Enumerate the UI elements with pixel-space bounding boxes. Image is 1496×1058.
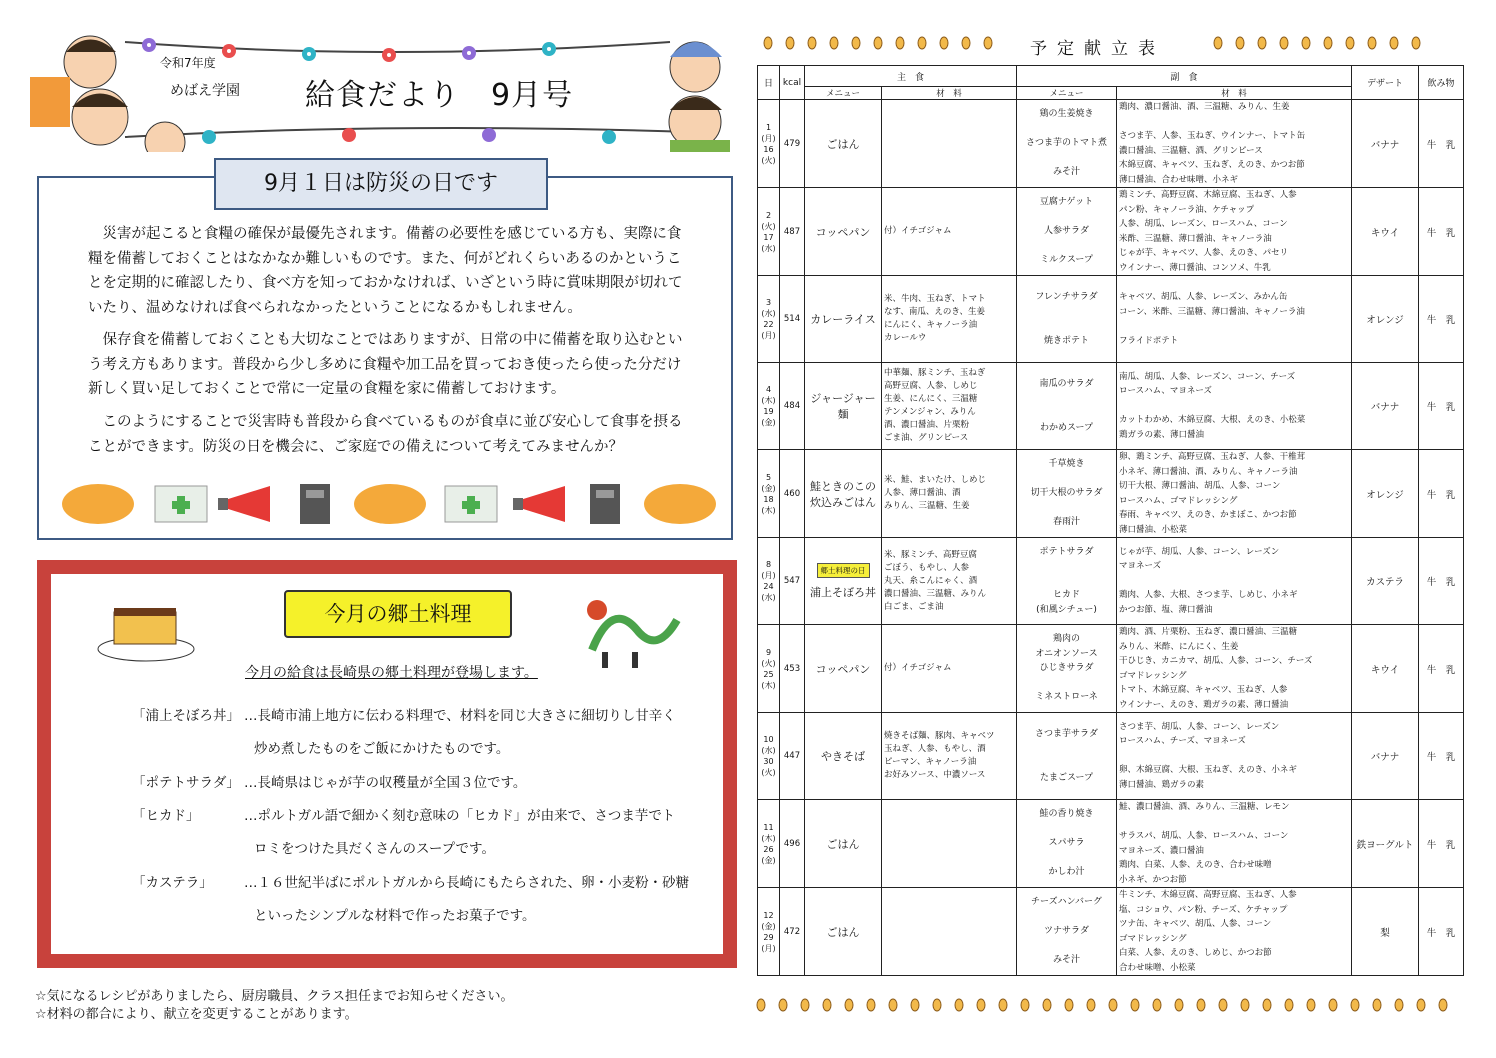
flower-icon bbox=[220, 42, 238, 60]
flower-icon bbox=[340, 126, 358, 144]
menu-main-dish-text: ごはん bbox=[826, 137, 860, 151]
menu-drink bbox=[1419, 188, 1464, 276]
peanut-decor-icon bbox=[1390, 37, 1398, 49]
peanut-decor-icon bbox=[1087, 999, 1095, 1011]
menu-side-material bbox=[1117, 450, 1352, 538]
menu-day bbox=[758, 713, 780, 800]
menu-main-material bbox=[882, 888, 1017, 976]
menu-kcal-text: 514 bbox=[783, 314, 801, 324]
menu-kcal bbox=[780, 188, 805, 276]
dragon-dance-icon bbox=[582, 590, 682, 674]
menu-side-material-text: 鶏ミンチ、高野豆腐、木綿豆腐、玉ねぎ、人参 パン粉、キャノーラ油、ケチャップ 人参、胡瓜、レーズン、ロースハム、コーン 米酢、三温糖、薄口醤油、キャノーラ油 じゃが芋、キャベツ、人参、えのき、パセリ ウインナー、薄口醤油、コンソメ、牛乳 bbox=[1119, 190, 1297, 273]
menu-day bbox=[758, 363, 780, 450]
peanut-decor-icon bbox=[999, 999, 1007, 1011]
menu-side-dish-text: ポテトサラダ ヒカド (和風シチュー) bbox=[1036, 546, 1097, 615]
menu-drink bbox=[1419, 100, 1464, 188]
flower-icon bbox=[600, 128, 618, 146]
menu-dessert bbox=[1352, 276, 1419, 363]
menu-table bbox=[757, 65, 1464, 976]
peanut-decor-icon bbox=[786, 37, 794, 49]
peanut-decor-icon bbox=[801, 999, 809, 1011]
menu-main-dish-text: カレーライス bbox=[810, 313, 876, 326]
cuisine-desc: …１６世紀半ばにポルトガルから長崎にもたらされた、卵・小麦粉・砂糖 bbox=[244, 875, 690, 891]
peanut-decor-icon bbox=[1043, 999, 1051, 1011]
decor-border-top-left bbox=[762, 34, 1012, 52]
peanut-decor-icon bbox=[830, 37, 838, 49]
peanut-decor-icon bbox=[1263, 999, 1271, 1011]
peanut-decor-icon bbox=[1324, 37, 1332, 49]
menu-kcal bbox=[780, 100, 805, 188]
menu-main-material-text: 焼きそば麺、豚肉、キャベツ 玉ねぎ、人参、もやし、酒 ピーマン、キャノーラ油 お好みソース、中濃ソース bbox=[884, 731, 995, 780]
menu-kcal-text: 479 bbox=[783, 138, 801, 149]
menu-day-text: 2 (火) 17 (水) bbox=[761, 210, 776, 253]
bread-icon bbox=[62, 484, 134, 524]
menu-side-material-text: 鮭、濃口醤油、酒、みりん、三温糖、レモン サラスパ、胡瓜、人参、ロースハム、コーン マヨネーズ、濃口醤油 鶏肉、白菜、人参、えのき、合わせ味噌 小ネギ、かつお節 bbox=[1119, 802, 1290, 885]
menu-side-dish-text: 鶏の生姜焼き さつま芋のトマト煮 みそ汁 bbox=[1026, 109, 1108, 178]
menu-main-material-text: 付）イチゴジャム bbox=[884, 226, 952, 236]
menu-side-dish bbox=[1017, 713, 1117, 800]
peanut-decor-icon bbox=[1153, 999, 1161, 1011]
menu-drink bbox=[1419, 363, 1464, 450]
menu-dessert-text: 梨 bbox=[1380, 927, 1390, 939]
menu-main-dish bbox=[805, 800, 882, 888]
menu-side-material-text: さつま芋、胡瓜、人参、コーン、レーズン ロースハム、チーズ、マヨネーズ 卵、木綿豆腐、大根、玉ねぎ、えのき、小ネギ 薄口醤油、鶏ガラの素 bbox=[1119, 721, 1297, 790]
menu-drink-text: 牛 乳 bbox=[1426, 927, 1456, 939]
bread-icon bbox=[354, 484, 426, 524]
menu-side-material bbox=[1117, 538, 1352, 625]
menu-row bbox=[758, 888, 1464, 976]
menu-drink-text: 牛 乳 bbox=[1426, 839, 1456, 851]
menu-dessert bbox=[1352, 888, 1419, 976]
first-aid-kit-icon bbox=[445, 486, 497, 522]
menu-day bbox=[758, 800, 780, 888]
menu-side-material-text: じゃが芋、胡瓜、人参、コーン、レーズン マヨネーズ 鶏肉、人参、大根、さつま芋、しめじ、小ネギ かつお節、塩、薄口醤油 bbox=[1119, 546, 1298, 615]
page-title: 給食だより 9月号 bbox=[305, 78, 574, 113]
menu-drink bbox=[1419, 800, 1464, 888]
menu-drink-text: 牛 乳 bbox=[1426, 752, 1456, 763]
menu-row bbox=[758, 363, 1464, 450]
menu-dessert bbox=[1352, 625, 1419, 713]
peanut-decor-icon bbox=[1412, 37, 1420, 49]
menu-side-material-text: 鶏肉、酒、片栗粉、玉ねぎ、濃口醤油、三温糖 みりん、米酢、にんにく、生姜 干ひじき、カニカマ、胡瓜、人参、コーン、チーズ ゴマドレッシング トマト、木綿豆腐、キャベツ、玉ねぎ、人参 ウインナー、えのき、鶏ガラの素、薄口醤油 bbox=[1119, 627, 1313, 710]
menu-row bbox=[758, 625, 1464, 713]
menu-day-text: 5 (金) 18 (木) bbox=[761, 472, 776, 515]
peanut-decor-icon bbox=[1329, 999, 1337, 1011]
local-cuisine-day-badge: 郷土料理の日 bbox=[817, 563, 870, 578]
menu-side-dish bbox=[1017, 363, 1117, 450]
menu-side-material-text: キャベツ、胡瓜、人参、レーズン、みかん缶 コーン、米酢、三温糖、薄口醤油、キャノーラ油 フライドポテト bbox=[1119, 292, 1305, 346]
menu-kcal-text: 472 bbox=[783, 926, 801, 937]
menu-dessert-text: キウイ bbox=[1370, 664, 1400, 676]
peanut-decor-icon bbox=[911, 999, 919, 1011]
menu-side-dish-text: 南瓜のサラダ わかめスープ bbox=[1039, 379, 1094, 433]
menu-main-dish bbox=[805, 276, 882, 363]
menu-side-dish-text: チーズハンバーグ ツナサラダ みそ汁 bbox=[1031, 897, 1102, 966]
peanut-decor-icon bbox=[940, 37, 948, 49]
menu-kcal bbox=[780, 888, 805, 976]
menu-body bbox=[758, 100, 1464, 976]
disaster-paragraph: 保存食を備蓄しておくことも大切なことではありますが、日常の中に備蓄を取り込むという考え方もあります。普段から少し多めに食糧や加工品を買っておき使ったら使った分だけ新しく買い足しておくことで常に一定量の食糧を家に備蓄しておけます。 bbox=[88, 332, 683, 397]
peanut-decor-icon bbox=[1417, 999, 1425, 1011]
menu-side-dish bbox=[1017, 100, 1117, 188]
footer-note: ☆気になるレシピがありましたら、厨房職員、クラス担任までお知らせください。 bbox=[35, 989, 514, 1004]
menu-main-material-text: 米、鮭、まいたけ、しめじ 人参、薄口醤油、酒 みりん、三温糖、生姜 bbox=[884, 475, 987, 511]
menu-day bbox=[758, 100, 780, 188]
menu-drink bbox=[1419, 888, 1464, 976]
menu-side-dish-text: 鮭の香り焼き スパサラ かしわ汁 bbox=[1039, 809, 1094, 878]
peanut-decor-icon bbox=[1109, 999, 1117, 1011]
cuisine-desc: …長崎市浦上地方に伝わる料理で、材料を同じ大きさに細切りし甘辛く bbox=[244, 708, 676, 724]
menu-drink bbox=[1419, 625, 1464, 713]
radio-icon bbox=[590, 484, 620, 524]
header-dessert: デザート bbox=[1352, 66, 1419, 100]
header-main-menu: メニュー bbox=[805, 87, 882, 100]
peanut-decor-icon bbox=[779, 999, 787, 1011]
menu-dessert-text: バナナ bbox=[1370, 752, 1400, 763]
peanut-decor-icon bbox=[1021, 999, 1029, 1011]
peanut-decor-icon bbox=[764, 37, 772, 49]
menu-main-dish-text: コッペパン bbox=[815, 225, 871, 239]
menu-kcal bbox=[780, 363, 805, 450]
menu-main-dish-text: 鮭ときのこの炊込みごはん bbox=[810, 479, 876, 509]
peanut-decor-icon bbox=[874, 37, 882, 49]
menu-dessert-text: バナナ bbox=[1370, 139, 1400, 151]
menu-dessert bbox=[1352, 188, 1419, 276]
header-side-material: 材 料 bbox=[1117, 87, 1352, 100]
peanut-decor-icon bbox=[1280, 37, 1288, 49]
peanut-decor-icon bbox=[1219, 999, 1227, 1011]
menu-drink-text: 牛 乳 bbox=[1426, 489, 1456, 501]
menu-drink-text: 牛 乳 bbox=[1426, 664, 1456, 676]
flower-icon bbox=[300, 45, 318, 63]
header-kcal: kcal bbox=[780, 66, 805, 100]
menu-main-material bbox=[882, 538, 1017, 625]
menu-main-material-text: 米、豚ミンチ、高野豆腐 ごぼう、もやし、人参 丸天、糸こんにゃく、酒 濃口醤油、三温糖、みりん 白ごま、ごま油 bbox=[884, 549, 987, 612]
cuisine-name: 「カステラ」 bbox=[132, 875, 213, 891]
menu-kcal bbox=[780, 538, 805, 625]
menu-side-material bbox=[1117, 888, 1352, 976]
bread-icon bbox=[644, 484, 716, 524]
peanut-decor-icon bbox=[1346, 37, 1354, 49]
decor-border-top-right bbox=[1212, 34, 1440, 52]
menu-side-material bbox=[1117, 625, 1352, 713]
peanut-decor-icon bbox=[1197, 999, 1205, 1011]
menu-dessert bbox=[1352, 450, 1419, 538]
menu-main-dish bbox=[805, 888, 882, 976]
menu-title: 予定献立表 bbox=[1030, 39, 1165, 59]
disaster-paragraph: 災害が起こると食糧の確保が最優先されます。備蓄の必要性を感じている方も、実際に食糧を備蓄しておくことはなかなか難しいものです。また、何がどれくらいあるのかということを定期的に確認したり、食べ方を知っておかなければ、いざという時に賞味期限が切れていたり、温めなければ食べられなかったということになるかもしれません。 bbox=[88, 226, 683, 316]
castella-icon bbox=[96, 594, 196, 668]
disaster-icons-row bbox=[60, 478, 720, 526]
header-side: 副 食 bbox=[1017, 66, 1352, 87]
menu-row bbox=[758, 450, 1464, 538]
cuisine-name: 「浦上そぼろ丼」 bbox=[132, 708, 240, 724]
peanut-decor-icon bbox=[977, 999, 985, 1011]
menu-side-dish-text: 鶏肉の オニオンソース ひじきサラダ ミネストローネ bbox=[1035, 634, 1098, 703]
local-cuisine-title: 今月の郷土料理 bbox=[284, 590, 512, 638]
menu-dessert-text: オレンジ bbox=[1366, 315, 1404, 326]
menu-main-material bbox=[882, 800, 1017, 888]
menu-day bbox=[758, 538, 780, 625]
cuisine-desc: といったシンプルな材料で作ったお菓子です。 bbox=[254, 908, 536, 924]
peanut-decor-icon bbox=[918, 37, 926, 49]
menu-dessert-text: バナナ bbox=[1370, 402, 1400, 413]
peanut-decor-icon bbox=[1241, 999, 1249, 1011]
menu-kcal-text: 496 bbox=[783, 838, 801, 849]
menu-side-material-text: 牛ミンチ、木綿豆腐、高野豆腐、玉ねぎ、人参 塩、コショウ、パン粉、チーズ、ケチャップ ツナ缶、キャベツ、胡瓜、人参、コーン ゴマドレッシング 白菜、人参、えのき、しめじ、かつお節 合わせ味噌、小松菜 bbox=[1119, 890, 1297, 973]
menu-day-text: 12 (金) 29 (月) bbox=[761, 910, 776, 953]
menu-main-dish-text: コッペパン bbox=[815, 662, 871, 676]
menu-drink bbox=[1419, 538, 1464, 625]
menu-dessert-text: カステラ bbox=[1366, 577, 1404, 588]
flower-icon bbox=[460, 44, 478, 62]
menu-drink bbox=[1419, 450, 1464, 538]
menu-dessert bbox=[1352, 538, 1419, 625]
menu-side-material bbox=[1117, 713, 1352, 800]
peanut-decor-icon bbox=[1065, 999, 1073, 1011]
peanut-decor-icon bbox=[1373, 999, 1381, 1011]
menu-drink bbox=[1419, 713, 1464, 800]
menu-day-text: 11 (木) 26 (金) bbox=[761, 822, 776, 865]
menu-kcal-text: 547 bbox=[783, 576, 801, 586]
school-name: めばえ学園 bbox=[170, 83, 240, 99]
menu-main-material bbox=[882, 450, 1017, 538]
peanut-decor-icon bbox=[1131, 999, 1139, 1011]
menu-main-material bbox=[882, 276, 1017, 363]
header-main-material: 材 料 bbox=[882, 87, 1017, 100]
menu-main-dish-text: ごはん bbox=[826, 925, 860, 939]
peanut-decor-icon bbox=[823, 999, 831, 1011]
menu-side-dish bbox=[1017, 538, 1117, 625]
peanut-decor-icon bbox=[1285, 999, 1293, 1011]
menu-day-text: 3 (水) 22 (月) bbox=[761, 298, 776, 340]
menu-dessert bbox=[1352, 713, 1419, 800]
menu-day bbox=[758, 188, 780, 276]
menu-day-text: 4 (木) 19 (金) bbox=[761, 385, 776, 427]
peanut-decor-icon bbox=[1258, 37, 1266, 49]
flower-icon bbox=[380, 46, 398, 64]
menu-main-material-text: 中華麺、豚ミンチ、玉ねぎ 高野豆腐、人参、しめじ 生姜、にんにく、三温糖 テンメンジャン、みりん 酒、濃口醤油、片栗粉 ごま油、グリンピース bbox=[884, 368, 986, 443]
menu-kcal bbox=[780, 450, 805, 538]
menu-dessert-text: キウイ bbox=[1370, 227, 1400, 239]
menu-main-dish-text: ごはん bbox=[826, 837, 860, 851]
menu-main-dish bbox=[805, 100, 882, 188]
megaphone-icon bbox=[218, 486, 270, 522]
footer-note: ☆材料の都合により、献立を変更することがあります。 bbox=[35, 1007, 358, 1022]
decor-border-bottom bbox=[755, 996, 1455, 1014]
menu-main-material bbox=[882, 188, 1017, 276]
header-day: 日 bbox=[758, 66, 780, 100]
menu-day-text: 1 (月) 16 (火) bbox=[761, 122, 776, 165]
menu-side-material-text: 鶏肉、濃口醤油、酒、三温糖、みりん、生姜 さつま芋、人参、玉ねぎ、ウインナー、トマト缶 濃口醤油、三温糖、酒、グリンピース 木綿豆腐、キャベツ、玉ねぎ、えのき、かつお節 薄口醤油、合わせ味噌、小ネギ bbox=[1119, 102, 1306, 185]
menu-side-material-text: 南瓜、胡瓜、人参、レーズン、コーン、チーズ ロースハム、マヨネーズ カットわかめ、木綿豆腐、大根、えのき、小松菜 鶏ガラの素、薄口醤油 bbox=[1119, 371, 1306, 440]
menu-side-material bbox=[1117, 800, 1352, 888]
menu-drink-text: 牛 乳 bbox=[1426, 577, 1456, 588]
school-year: 令和7年度 bbox=[160, 56, 216, 70]
flower-icon bbox=[200, 128, 218, 146]
menu-main-material bbox=[882, 625, 1017, 713]
menu-main-material bbox=[882, 100, 1017, 188]
menu-kcal-text: 460 bbox=[783, 488, 801, 499]
menu-side-material-text: 卵、鶏ミンチ、高野豆腐、玉ねぎ、人参、干椎茸 小ネギ、薄口醤油、酒、みりん、キャノーラ油 切干大根、薄口醤油、胡瓜、人参、コーン ロースハム、ゴマドレッシング 春雨、キャベツ、えのき、かまぼこ、かつお節 薄口醤油、小松菜 bbox=[1119, 452, 1306, 535]
menu-dessert bbox=[1352, 800, 1419, 888]
peanut-decor-icon bbox=[889, 999, 897, 1011]
menu-day bbox=[758, 888, 780, 976]
menu-main-dish bbox=[805, 538, 882, 625]
menu-main-dish bbox=[805, 625, 882, 713]
menu-kcal-text: 447 bbox=[783, 751, 801, 761]
menu-day bbox=[758, 625, 780, 713]
cuisine-desc: …長崎県はじゃが芋の収穫量が全国３位です。 bbox=[244, 775, 527, 791]
menu-side-dish bbox=[1017, 625, 1117, 713]
menu-main-material bbox=[882, 713, 1017, 800]
header-drink: 飲み物 bbox=[1419, 66, 1464, 100]
menu-side-dish bbox=[1017, 188, 1117, 276]
menu-row bbox=[758, 800, 1464, 888]
menu-side-dish bbox=[1017, 888, 1117, 976]
peanut-decor-icon bbox=[867, 999, 875, 1011]
menu-kcal bbox=[780, 625, 805, 713]
peanut-decor-icon bbox=[1175, 999, 1183, 1011]
radio-icon bbox=[300, 484, 330, 524]
peanut-decor-icon bbox=[1351, 999, 1359, 1011]
disaster-paragraph: このようにすることで災害時も普段から食べているものが食卓に並び安心して食事を摂ることができます。防災の日を機会に、ご家庭での備えについて考えてみませんか？ bbox=[88, 414, 683, 455]
flower-icon bbox=[140, 36, 158, 54]
peanut-decor-icon bbox=[1307, 999, 1315, 1011]
peanut-decor-icon bbox=[808, 37, 816, 49]
menu-dessert-text: オレンジ bbox=[1366, 489, 1404, 501]
menu-dessert bbox=[1352, 100, 1419, 188]
peanut-decor-icon bbox=[984, 37, 992, 49]
menu-row bbox=[758, 713, 1464, 800]
menu-kcal-text: 484 bbox=[783, 401, 801, 411]
menu-side-material bbox=[1117, 188, 1352, 276]
menu-day-text: 10 (水) 30 (火) bbox=[761, 735, 776, 777]
first-aid-kit-icon bbox=[155, 486, 207, 522]
menu-main-dish-text: 浦上そぼろ丼 bbox=[810, 585, 876, 599]
header-side-menu: メニュー bbox=[1017, 87, 1117, 100]
menu-main-dish bbox=[805, 713, 882, 800]
menu-dessert bbox=[1352, 363, 1419, 450]
peanut-decor-icon bbox=[896, 37, 904, 49]
menu-day-text: 9 (火) 25 (木) bbox=[761, 647, 776, 690]
cuisine-desc: …ポルトガル語で細かく刻む意味の「ヒカド」が由来で、さつま芋でト bbox=[244, 808, 676, 824]
peanut-decor-icon bbox=[757, 999, 765, 1011]
menu-row bbox=[758, 276, 1464, 363]
menu-drink bbox=[1419, 276, 1464, 363]
menu-main-material-text: 米、牛肉、玉ねぎ、トマト なす、南瓜、えのき、生姜 にんにく、キャノーラ油 カレールウ bbox=[884, 294, 986, 343]
menu-main-dish bbox=[805, 450, 882, 538]
menu-row bbox=[758, 188, 1464, 276]
menu-main-dish bbox=[805, 188, 882, 276]
peanut-decor-icon bbox=[962, 37, 970, 49]
local-cuisine-intro: 今月の給食は長崎県の郷土料理が登場します。 bbox=[245, 665, 538, 681]
flower-icon bbox=[480, 126, 498, 144]
menu-drink-text: 牛 乳 bbox=[1426, 315, 1456, 326]
menu-main-material bbox=[882, 363, 1017, 450]
flower-icon bbox=[540, 40, 558, 58]
header-main: 主 食 bbox=[805, 66, 1017, 87]
menu-drink-text: 牛 乳 bbox=[1426, 139, 1456, 151]
peanut-decor-icon bbox=[1439, 999, 1447, 1011]
disaster-title: 9月１日は防災の日です bbox=[214, 158, 548, 210]
menu-kcal-text: 453 bbox=[783, 663, 801, 674]
menu-kcal bbox=[780, 800, 805, 888]
menu-dessert-text: 鉄ヨーグルト bbox=[1356, 839, 1414, 851]
menu-side-material bbox=[1117, 100, 1352, 188]
peanut-decor-icon bbox=[1236, 37, 1244, 49]
menu-main-material-text: 付）イチゴジャム bbox=[884, 663, 952, 673]
menu-side-dish bbox=[1017, 276, 1117, 363]
peanut-decor-icon bbox=[933, 999, 941, 1011]
menu-drink-text: 牛 乳 bbox=[1426, 402, 1456, 413]
menu-side-dish-text: 豆腐ナゲット 人参サラダ ミルクスープ bbox=[1039, 197, 1094, 266]
peanut-decor-icon bbox=[955, 999, 963, 1011]
menu-side-dish bbox=[1017, 800, 1117, 888]
cuisine-name: 「ポテトサラダ」 bbox=[132, 775, 240, 791]
menu-kcal bbox=[780, 276, 805, 363]
menu-day bbox=[758, 450, 780, 538]
menu-side-material bbox=[1117, 363, 1352, 450]
menu-day-text: 8 (月) 24 (水) bbox=[761, 560, 776, 602]
menu-side-dish-text: さつま芋サラダ たまごスープ bbox=[1035, 729, 1098, 783]
cuisine-desc: 炒め煮したものをご飯にかけたものです。 bbox=[254, 741, 510, 757]
menu-kcal bbox=[780, 713, 805, 800]
peanut-decor-icon bbox=[1214, 37, 1222, 49]
megaphone-icon bbox=[513, 486, 565, 522]
menu-drink-text: 牛 乳 bbox=[1426, 227, 1456, 239]
menu-kcal-text: 487 bbox=[783, 226, 801, 237]
menu-main-dish-text: ジャージャー麺 bbox=[810, 392, 876, 421]
cuisine-name: 「ヒカド」 bbox=[132, 808, 200, 824]
menu-side-material bbox=[1117, 276, 1352, 363]
menu-main-dish-text: やきそば bbox=[821, 750, 865, 763]
menu-side-dish-text: 千草焼き 切干大根のサラダ 春雨汁 bbox=[1030, 459, 1103, 528]
menu-row bbox=[758, 538, 1464, 625]
peanut-decor-icon bbox=[1302, 37, 1310, 49]
peanut-decor-icon bbox=[845, 999, 853, 1011]
menu-side-dish bbox=[1017, 450, 1117, 538]
cuisine-desc: ロミをつけた具だくさんのスープです。 bbox=[254, 841, 495, 857]
peanut-decor-icon bbox=[852, 37, 860, 49]
menu-day bbox=[758, 276, 780, 363]
peanut-decor-icon bbox=[1395, 999, 1403, 1011]
peanut-decor-icon bbox=[1368, 37, 1376, 49]
menu-side-dish-text: フレンチサラダ 焼きポテト bbox=[1035, 292, 1098, 346]
menu-main-dish bbox=[805, 363, 882, 450]
menu-row bbox=[758, 100, 1464, 188]
